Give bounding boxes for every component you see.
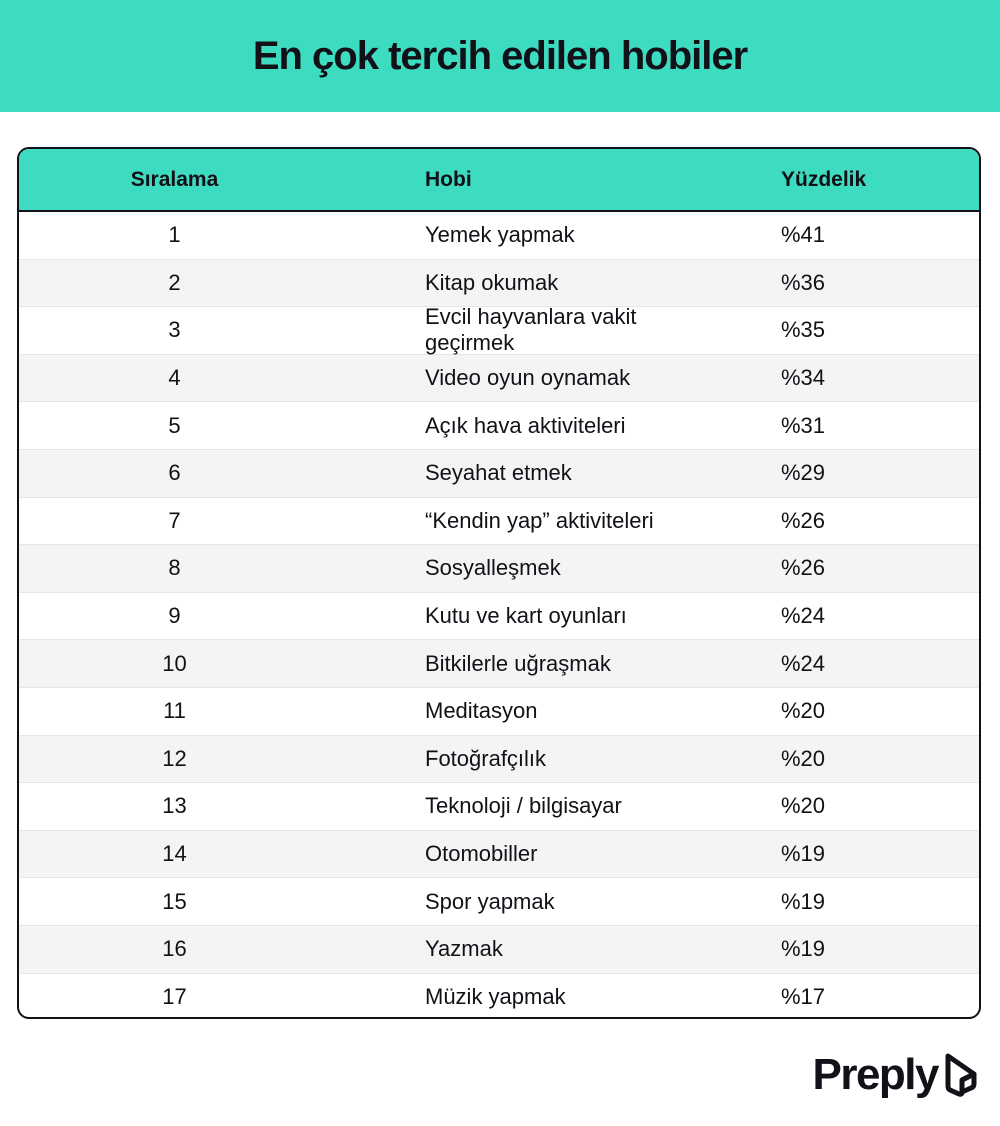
- table-body: [19, 212, 979, 1019]
- cell-rank: 9: [168, 603, 181, 629]
- cell-percentage: %20: [781, 793, 826, 819]
- cell-hobby: Kitap okumak: [425, 269, 559, 295]
- cell-rank: 3: [168, 317, 181, 343]
- cell-rank: 8: [168, 555, 181, 581]
- cell-percentage: %20: [781, 698, 826, 724]
- table-row: [19, 212, 979, 260]
- cell-rank: 1: [168, 222, 181, 248]
- cell-hobby: Sosyalleşmek: [425, 555, 561, 581]
- cell-hobby: Kutu ve kart oyunları: [425, 603, 627, 629]
- cell-rank: 6: [168, 460, 181, 486]
- hobbies-table: [17, 147, 981, 1019]
- brand-name: Preply: [812, 1050, 938, 1099]
- table-row: [19, 498, 979, 546]
- table-row: [19, 545, 979, 593]
- cell-hobby: Meditasyon: [425, 698, 538, 724]
- cell-hobby: Evcil hayvanlara vakit geçirmek: [425, 304, 637, 356]
- table-row: [19, 304, 979, 356]
- cell-hobby: Müzik yapmak: [425, 984, 566, 1010]
- cell-rank: 2: [168, 269, 181, 295]
- preply-logo-icon: [942, 1052, 982, 1098]
- cell-percentage: %26: [781, 507, 826, 533]
- table-row: [19, 450, 979, 498]
- cell-rank: 10: [162, 650, 187, 676]
- cell-rank: 13: [162, 793, 187, 819]
- cell-rank: 17: [162, 984, 187, 1010]
- cell-rank: 5: [168, 412, 181, 438]
- cell-percentage: %34: [781, 365, 826, 391]
- table-row: [19, 878, 979, 926]
- table-row: [19, 593, 979, 641]
- cell-percentage: %19: [781, 888, 826, 914]
- cell-percentage: %24: [781, 603, 826, 629]
- table-row: [19, 640, 979, 688]
- cell-percentage: %17: [781, 984, 826, 1010]
- cell-rank: 15: [162, 888, 187, 914]
- cell-hobby: Teknoloji / bilgisayar: [425, 793, 622, 819]
- cell-percentage: %20: [781, 745, 826, 771]
- cell-percentage: %36: [781, 269, 826, 295]
- column-header-hobby: Hobi: [425, 167, 472, 191]
- cell-hobby: Bitkilerle uğraşmak: [425, 650, 611, 676]
- table-row: [19, 402, 979, 450]
- table-row: [19, 260, 979, 308]
- table-row: [19, 736, 979, 784]
- cell-percentage: %41: [781, 222, 826, 248]
- cell-hobby: Yemek yapmak: [425, 222, 575, 248]
- cell-hobby: Fotoğrafçılık: [425, 745, 547, 771]
- cell-percentage: %31: [781, 412, 826, 438]
- header-banner: [0, 0, 1000, 112]
- table-row: [19, 355, 979, 403]
- cell-percentage: %19: [781, 841, 826, 867]
- table-row: [19, 783, 979, 831]
- cell-percentage: %26: [781, 555, 826, 581]
- cell-percentage: %24: [781, 650, 826, 676]
- cell-rank: 16: [162, 936, 187, 962]
- preply-logo: [812, 1050, 982, 1100]
- cell-rank: 11: [163, 698, 186, 724]
- cell-hobby: “Kendin yap” aktiviteleri: [425, 507, 654, 533]
- cell-percentage: %19: [781, 936, 826, 962]
- table-header-row: [19, 149, 979, 212]
- cell-hobby: Video oyun oynamak: [425, 365, 631, 391]
- table-row: [19, 926, 979, 974]
- cell-percentage: %35: [781, 317, 826, 343]
- page-title: En çok tercih edilen hobiler: [252, 33, 748, 78]
- column-header-rank: Sıralama: [130, 167, 219, 191]
- table-row: [19, 831, 979, 879]
- cell-rank: 7: [168, 507, 181, 533]
- cell-hobby: Yazmak: [425, 936, 503, 962]
- cell-hobby: Otomobiller: [425, 841, 538, 867]
- cell-rank: 14: [162, 841, 187, 867]
- cell-rank: 12: [162, 745, 187, 771]
- cell-percentage: %29: [781, 460, 826, 486]
- cell-hobby: Spor yapmak: [425, 888, 555, 914]
- table-row: [19, 688, 979, 736]
- cell-rank: 4: [168, 365, 181, 391]
- cell-hobby: Açık hava aktiviteleri: [425, 412, 626, 438]
- table-row: [19, 974, 979, 1020]
- column-header-percentage: Yüzdelik: [781, 167, 867, 191]
- cell-hobby: Seyahat etmek: [425, 460, 572, 486]
